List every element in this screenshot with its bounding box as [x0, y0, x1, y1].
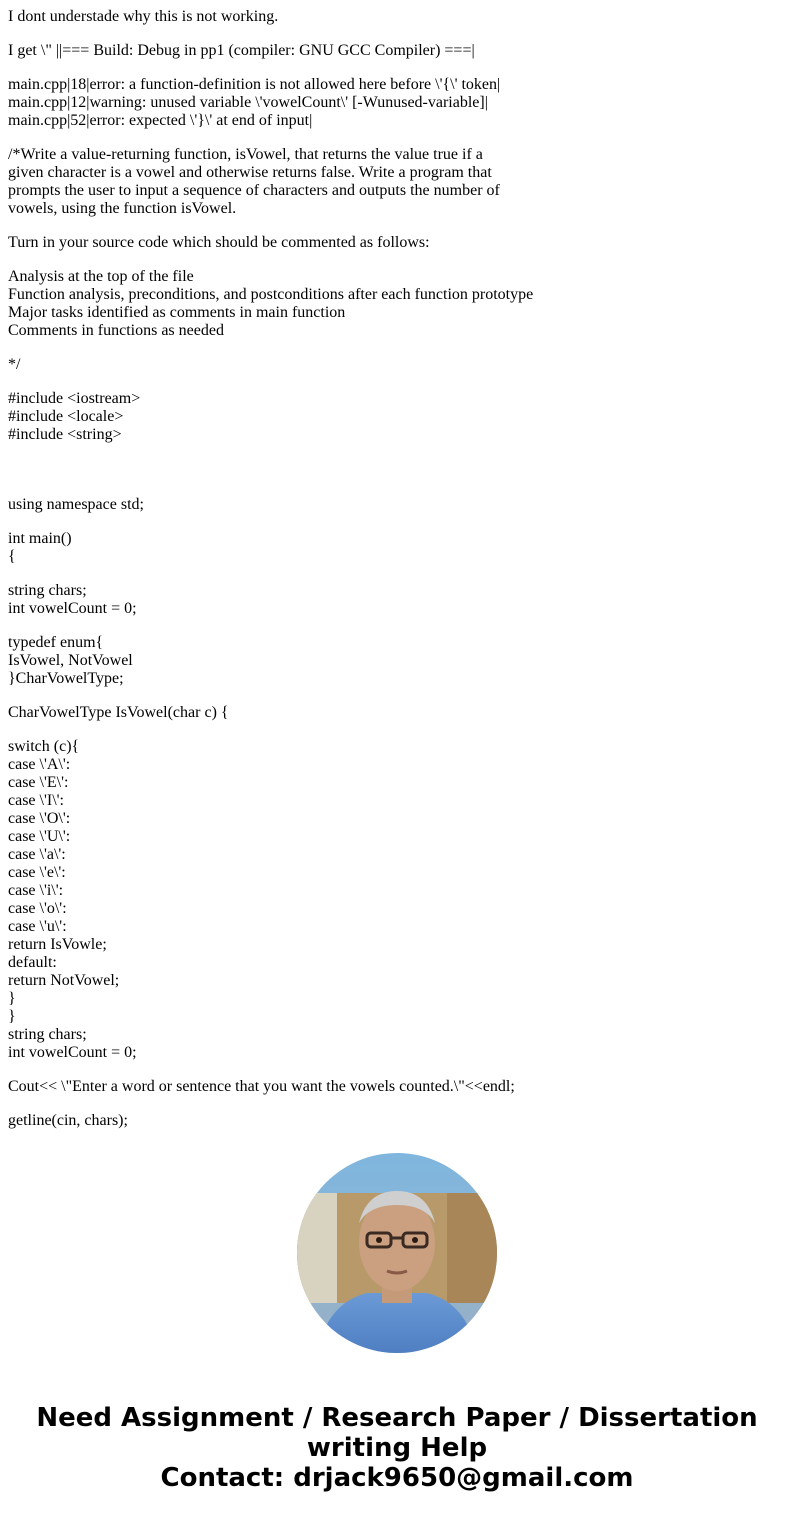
paragraph	[8, 530, 788, 566]
paragraph	[8, 1078, 788, 1096]
paragraph	[8, 8, 788, 26]
paragraph	[8, 234, 788, 252]
text-line: Analysis at the top of the file	[8, 268, 194, 285]
text-line: I dont understade why this is not working.	[8, 8, 279, 25]
text-line: main.cpp|12|warning: unused variable \'vowelCount\' [-Wunused-variable]|	[8, 94, 488, 111]
text-line	[8, 462, 788, 480]
text-line: Cout<< \"Enter a word or sentence that you want the vowels counted.\"<<endl;	[8, 1078, 515, 1095]
avatar-photo	[297, 1153, 497, 1353]
text-line: case \'E\':	[8, 774, 69, 791]
text-line: }	[8, 990, 16, 1007]
text-line: switch (c){	[8, 738, 80, 755]
text-line: main.cpp|52|error: expected \'}\' at end of input|	[8, 112, 313, 129]
text-line: int vowelCount = 0;	[8, 600, 137, 617]
text-line: case \'I\':	[8, 792, 64, 809]
text-line: vowels, using the function isVowel.	[8, 200, 237, 217]
text-line: Major tasks identified as comments in main function	[8, 304, 346, 321]
text-line: I get \" ||=== Build: Debug in pp1 (compiler: GNU GCC Compiler) ===|	[8, 42, 475, 59]
post-content	[8, 8, 788, 1146]
text-line: string chars;	[8, 1026, 87, 1043]
text-line: IsVowel, NotVowel	[8, 652, 133, 669]
paragraph	[8, 634, 788, 688]
text-line: }CharVowelType;	[8, 670, 124, 687]
text-line: default:	[8, 954, 57, 971]
text-line: case \'o\':	[8, 900, 67, 917]
text-line: Turn in your source code which should be commented as follows:	[8, 234, 430, 251]
text-line: case \'e\':	[8, 864, 66, 881]
text-line: case \'O\':	[8, 810, 71, 827]
text-line: Comments in functions as needed	[8, 322, 224, 339]
text-line: typedef enum{	[8, 634, 104, 651]
paragraph	[8, 582, 788, 618]
promo-footer	[0, 1403, 794, 1493]
text-line: given character is a vowel and otherwise returns false. Write a program that	[8, 164, 492, 181]
text-line: int vowelCount = 0;	[8, 1044, 137, 1061]
text-line: /*Write a value-returning function, isVowel, that returns the value true if a	[8, 146, 483, 163]
paragraph	[8, 704, 788, 722]
text-line: using namespace std;	[8, 496, 144, 513]
paragraph	[8, 268, 788, 340]
text-line: case \'A\':	[8, 756, 71, 773]
text-line: case \'i\':	[8, 882, 64, 899]
promo-contact: Contact: drjack9650@gmail.com	[160, 1463, 634, 1493]
author-avatar	[297, 1153, 497, 1353]
paragraph	[8, 42, 788, 60]
text-line: #include <locale>	[8, 408, 124, 425]
text-line: return IsVowle;	[8, 936, 107, 953]
text-line: #include <iostream>	[8, 390, 141, 407]
paragraph	[8, 1112, 788, 1130]
paragraph	[8, 496, 788, 514]
paragraph	[8, 356, 788, 374]
paragraph	[8, 146, 788, 218]
text-line: #include <string>	[8, 426, 122, 443]
promo-line-2: writing Help	[306, 1433, 488, 1463]
text-line: }	[8, 1008, 16, 1025]
paragraph	[8, 738, 788, 1062]
text-line: case \'a\':	[8, 846, 66, 863]
promo-line-1: Need Assignment / Research Paper / Dissertation	[36, 1403, 758, 1433]
text-line: case \'u\':	[8, 918, 67, 935]
text-line	[8, 444, 788, 462]
text-line: {	[8, 548, 16, 565]
text-line: string chars;	[8, 582, 87, 599]
text-line: getline(cin, chars);	[8, 1112, 128, 1129]
text-line: CharVowelType IsVowel(char c) {	[8, 704, 229, 721]
text-line: prompts the user to input a sequence of characters and outputs the number of	[8, 182, 500, 199]
text-line: case \'U\':	[8, 828, 71, 845]
paragraph	[8, 76, 788, 130]
text-line: int main()	[8, 530, 72, 547]
text-line: main.cpp|18|error: a function-definition is not allowed here before \'{\' token|	[8, 76, 501, 93]
text-line: */	[8, 356, 21, 373]
text-line: return NotVowel;	[8, 972, 120, 989]
text-line: Function analysis, preconditions, and postconditions after each function prototype	[8, 286, 534, 303]
paragraph	[8, 390, 788, 480]
